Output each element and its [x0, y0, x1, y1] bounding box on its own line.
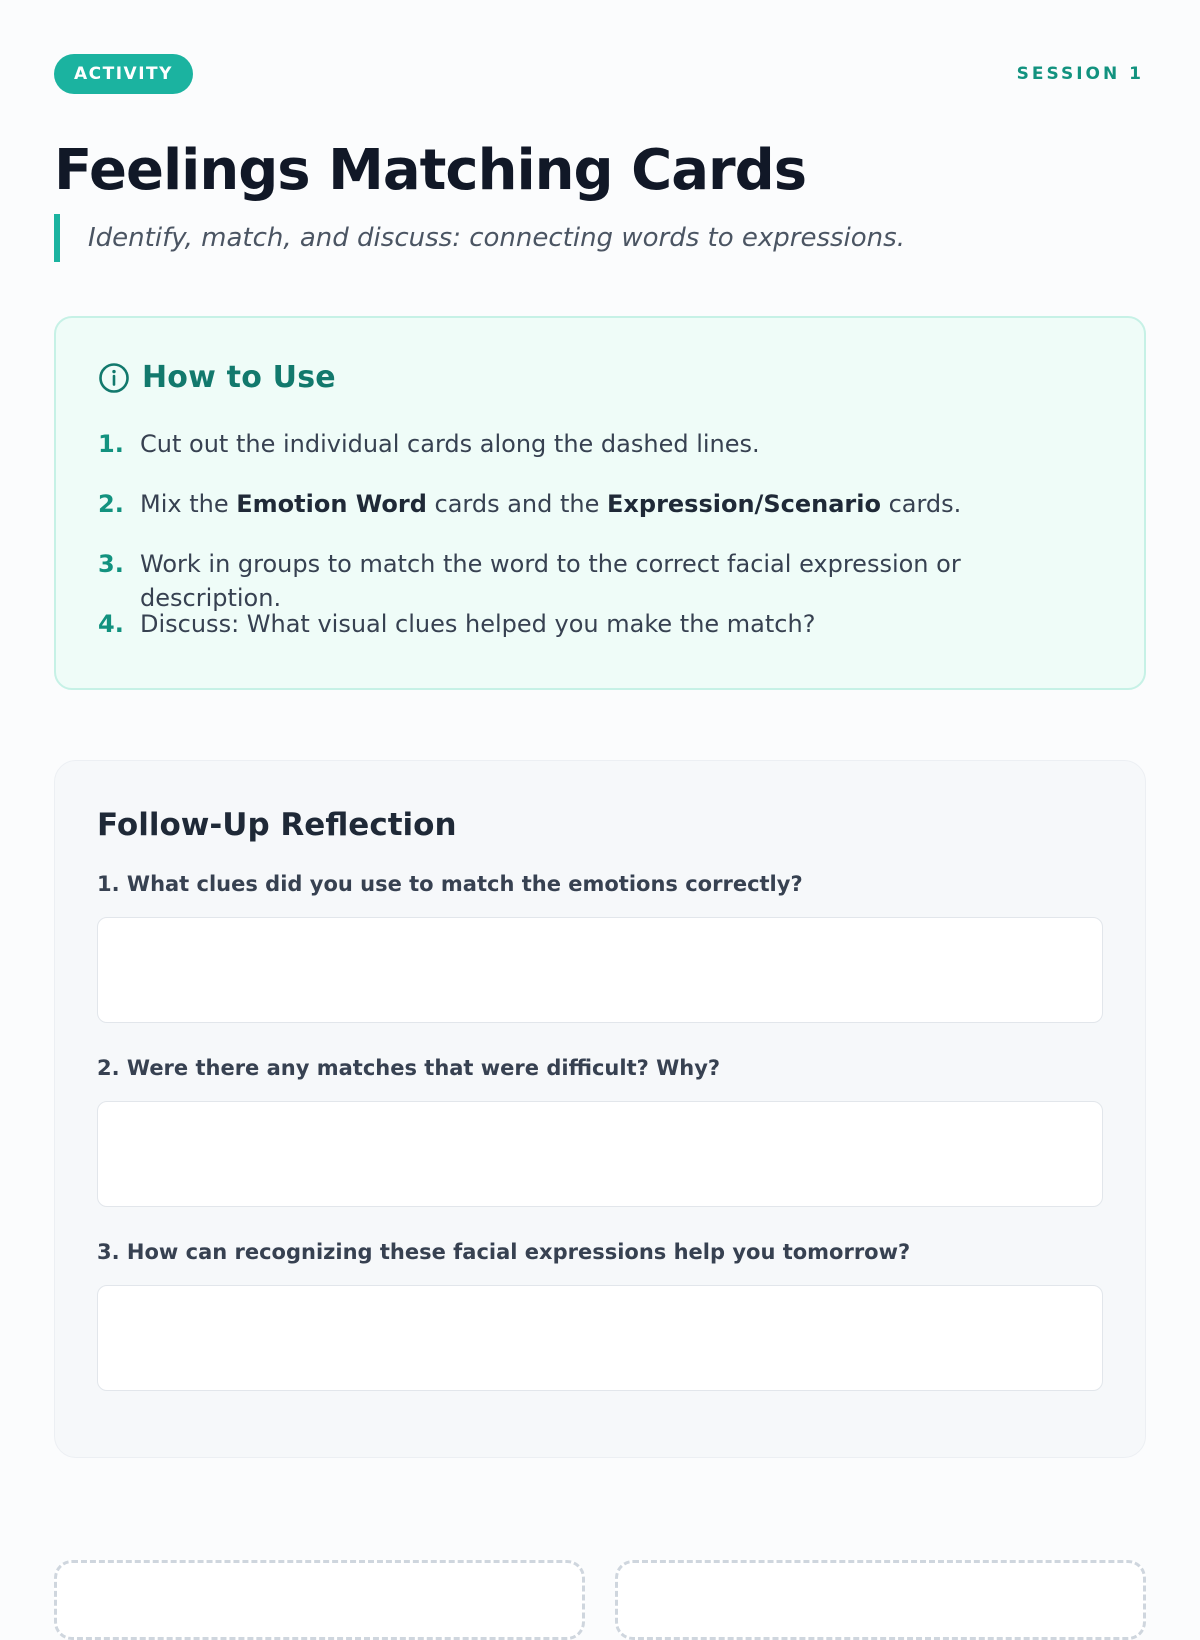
- step-number: 2.: [98, 490, 124, 518]
- question-label-3: 3. How can recognizing these facial expressions help you tomorrow?: [97, 1240, 911, 1264]
- step-number: 4.: [98, 610, 124, 638]
- cutout-card-row: [54, 1560, 1146, 1640]
- cutout-card: [54, 1560, 585, 1640]
- instruction-step: [98, 415, 1102, 475]
- page-title: Feelings Matching Cards: [54, 138, 807, 203]
- info-icon: [98, 362, 130, 394]
- reflection-panel: [54, 760, 1146, 1458]
- step-text: Discuss: What visual clues helped you make the match?: [140, 610, 816, 638]
- page-subtitle: Identify, match, and discuss: connecting words to expressions.: [54, 214, 1146, 262]
- step-text: Cut out the individual cards along the dashed lines.: [140, 430, 760, 458]
- instruction-list: [98, 415, 1102, 655]
- instruction-step: [98, 535, 1102, 612]
- question-label-1: 1. What clues did you use to match the emotions correctly?: [97, 872, 803, 896]
- answer-field-2[interactable]: [97, 1101, 1103, 1207]
- answer-field-1[interactable]: [97, 917, 1103, 1023]
- cutout-card: [615, 1560, 1146, 1640]
- how-to-use-panel: [54, 316, 1146, 690]
- question-label-2: 2. Were there any matches that were difficult? Why?: [97, 1056, 721, 1080]
- how-to-use-header: [98, 360, 1102, 395]
- instruction-step: [98, 475, 1102, 535]
- step-text: Mix the Emotion Word cards and the Expression/Scenario cards.: [140, 490, 962, 518]
- expression-scenario-term: Expression/Scenario: [607, 490, 881, 518]
- step-text: Work in groups to match the word to the correct facial expression or description.: [140, 550, 961, 612]
- emotion-word-term: Emotion Word: [236, 490, 427, 518]
- reflection-title: Follow-Up Reflection: [97, 807, 457, 843]
- activity-badge: ACTIVITY: [54, 54, 193, 94]
- step-number: 3.: [98, 550, 124, 578]
- step-number: 1.: [98, 430, 124, 458]
- session-label: SESSION 1: [1016, 64, 1144, 84]
- how-to-use-title: How to Use: [142, 360, 336, 395]
- header-row: [54, 54, 1146, 94]
- answer-field-3[interactable]: [97, 1285, 1103, 1391]
